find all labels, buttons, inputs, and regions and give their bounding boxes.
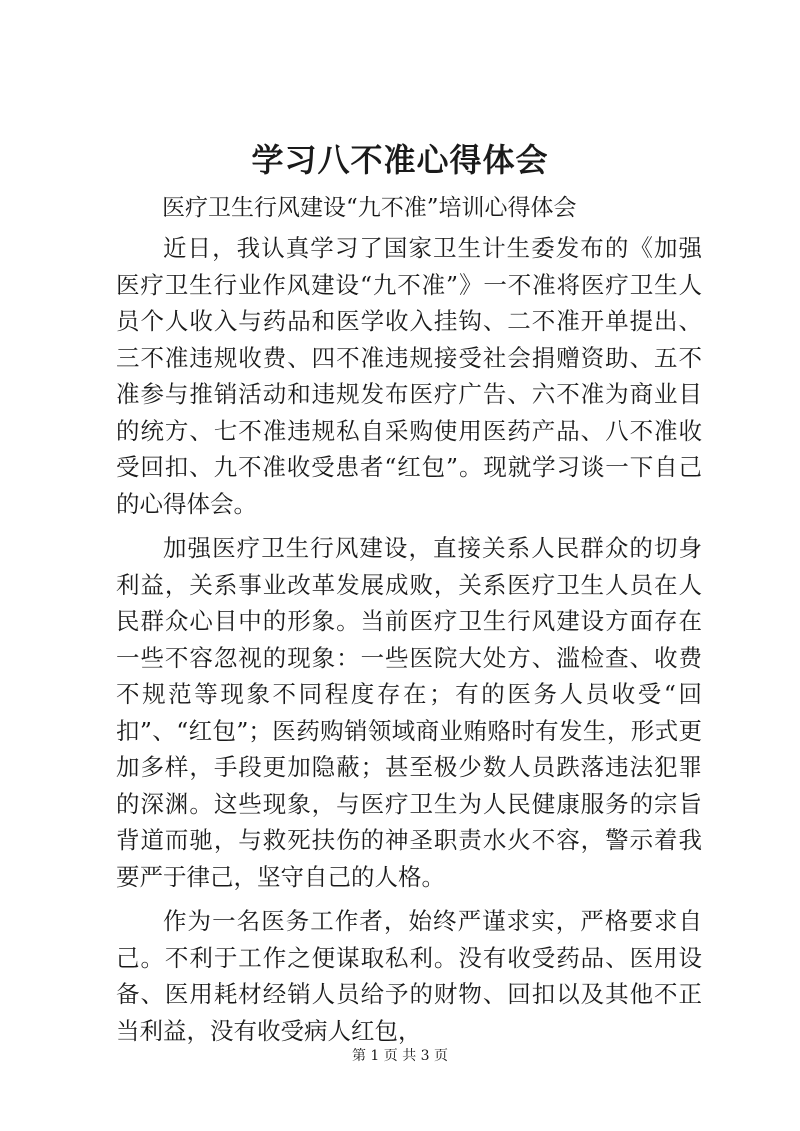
document-subtitle: 医疗卫生行风建设“九不准”培训心得体会 bbox=[162, 195, 577, 221]
document-body bbox=[116, 230, 702, 1057]
paragraph-3: 作为一名医务工作者，始终严谨求实，严格要求自己。不利于工作之便谋取私利。没有收受药品、医用设备、医用耗材经销人员给予的财物、回扣以及其他不正当利益，没有收受病人红包， bbox=[116, 907, 702, 1045]
paragraph-1: 近日，我认真学习了国家卫生计生委发布的《加强医疗卫生行业作风建设“九不准”》一不准将医疗卫生人员个人收入与药品和医学收入挂钩、二不准开单提出、三不准违规收费、四不准违规接受社会捐赠资助、五不准参与推销活动和违规发布医疗广告、六不准为商业目的统方、七不准违规私自采购使用医药产品、八不准收受回扣、九不准收受患者“红包”。现就学习谈一下自己的心得体会。 bbox=[116, 234, 702, 518]
paragraph-2: 加强医疗卫生行风建设，直接关系人民群众的切身利益，关系事业改革发展成败，关系医疗卫生人员在人民群众心目中的形象。当前医疗卫生行风建设方面存在一些不容忽视的现象：一些医院大处方、滥检查、收费不规范等现象不同程度存在；有的医务人员收受“回扣”、“红包”；医药购销领域商业贿赂时有发生，形式更加多样，手段更加隐蔽；甚至极少数人员跌落违法犯罪的深渊。这些现象，与医疗卫生为人民健康服务的宗旨背道而驰，与救死扶伤的神圣职责水火不容，警示着我要严于律己，坚守自己的人格。 bbox=[116, 534, 702, 891]
document-title: 学习八不准心得体会 bbox=[251, 141, 549, 179]
page-footer: 第 1 页 共 3 页 bbox=[351, 1048, 449, 1064]
